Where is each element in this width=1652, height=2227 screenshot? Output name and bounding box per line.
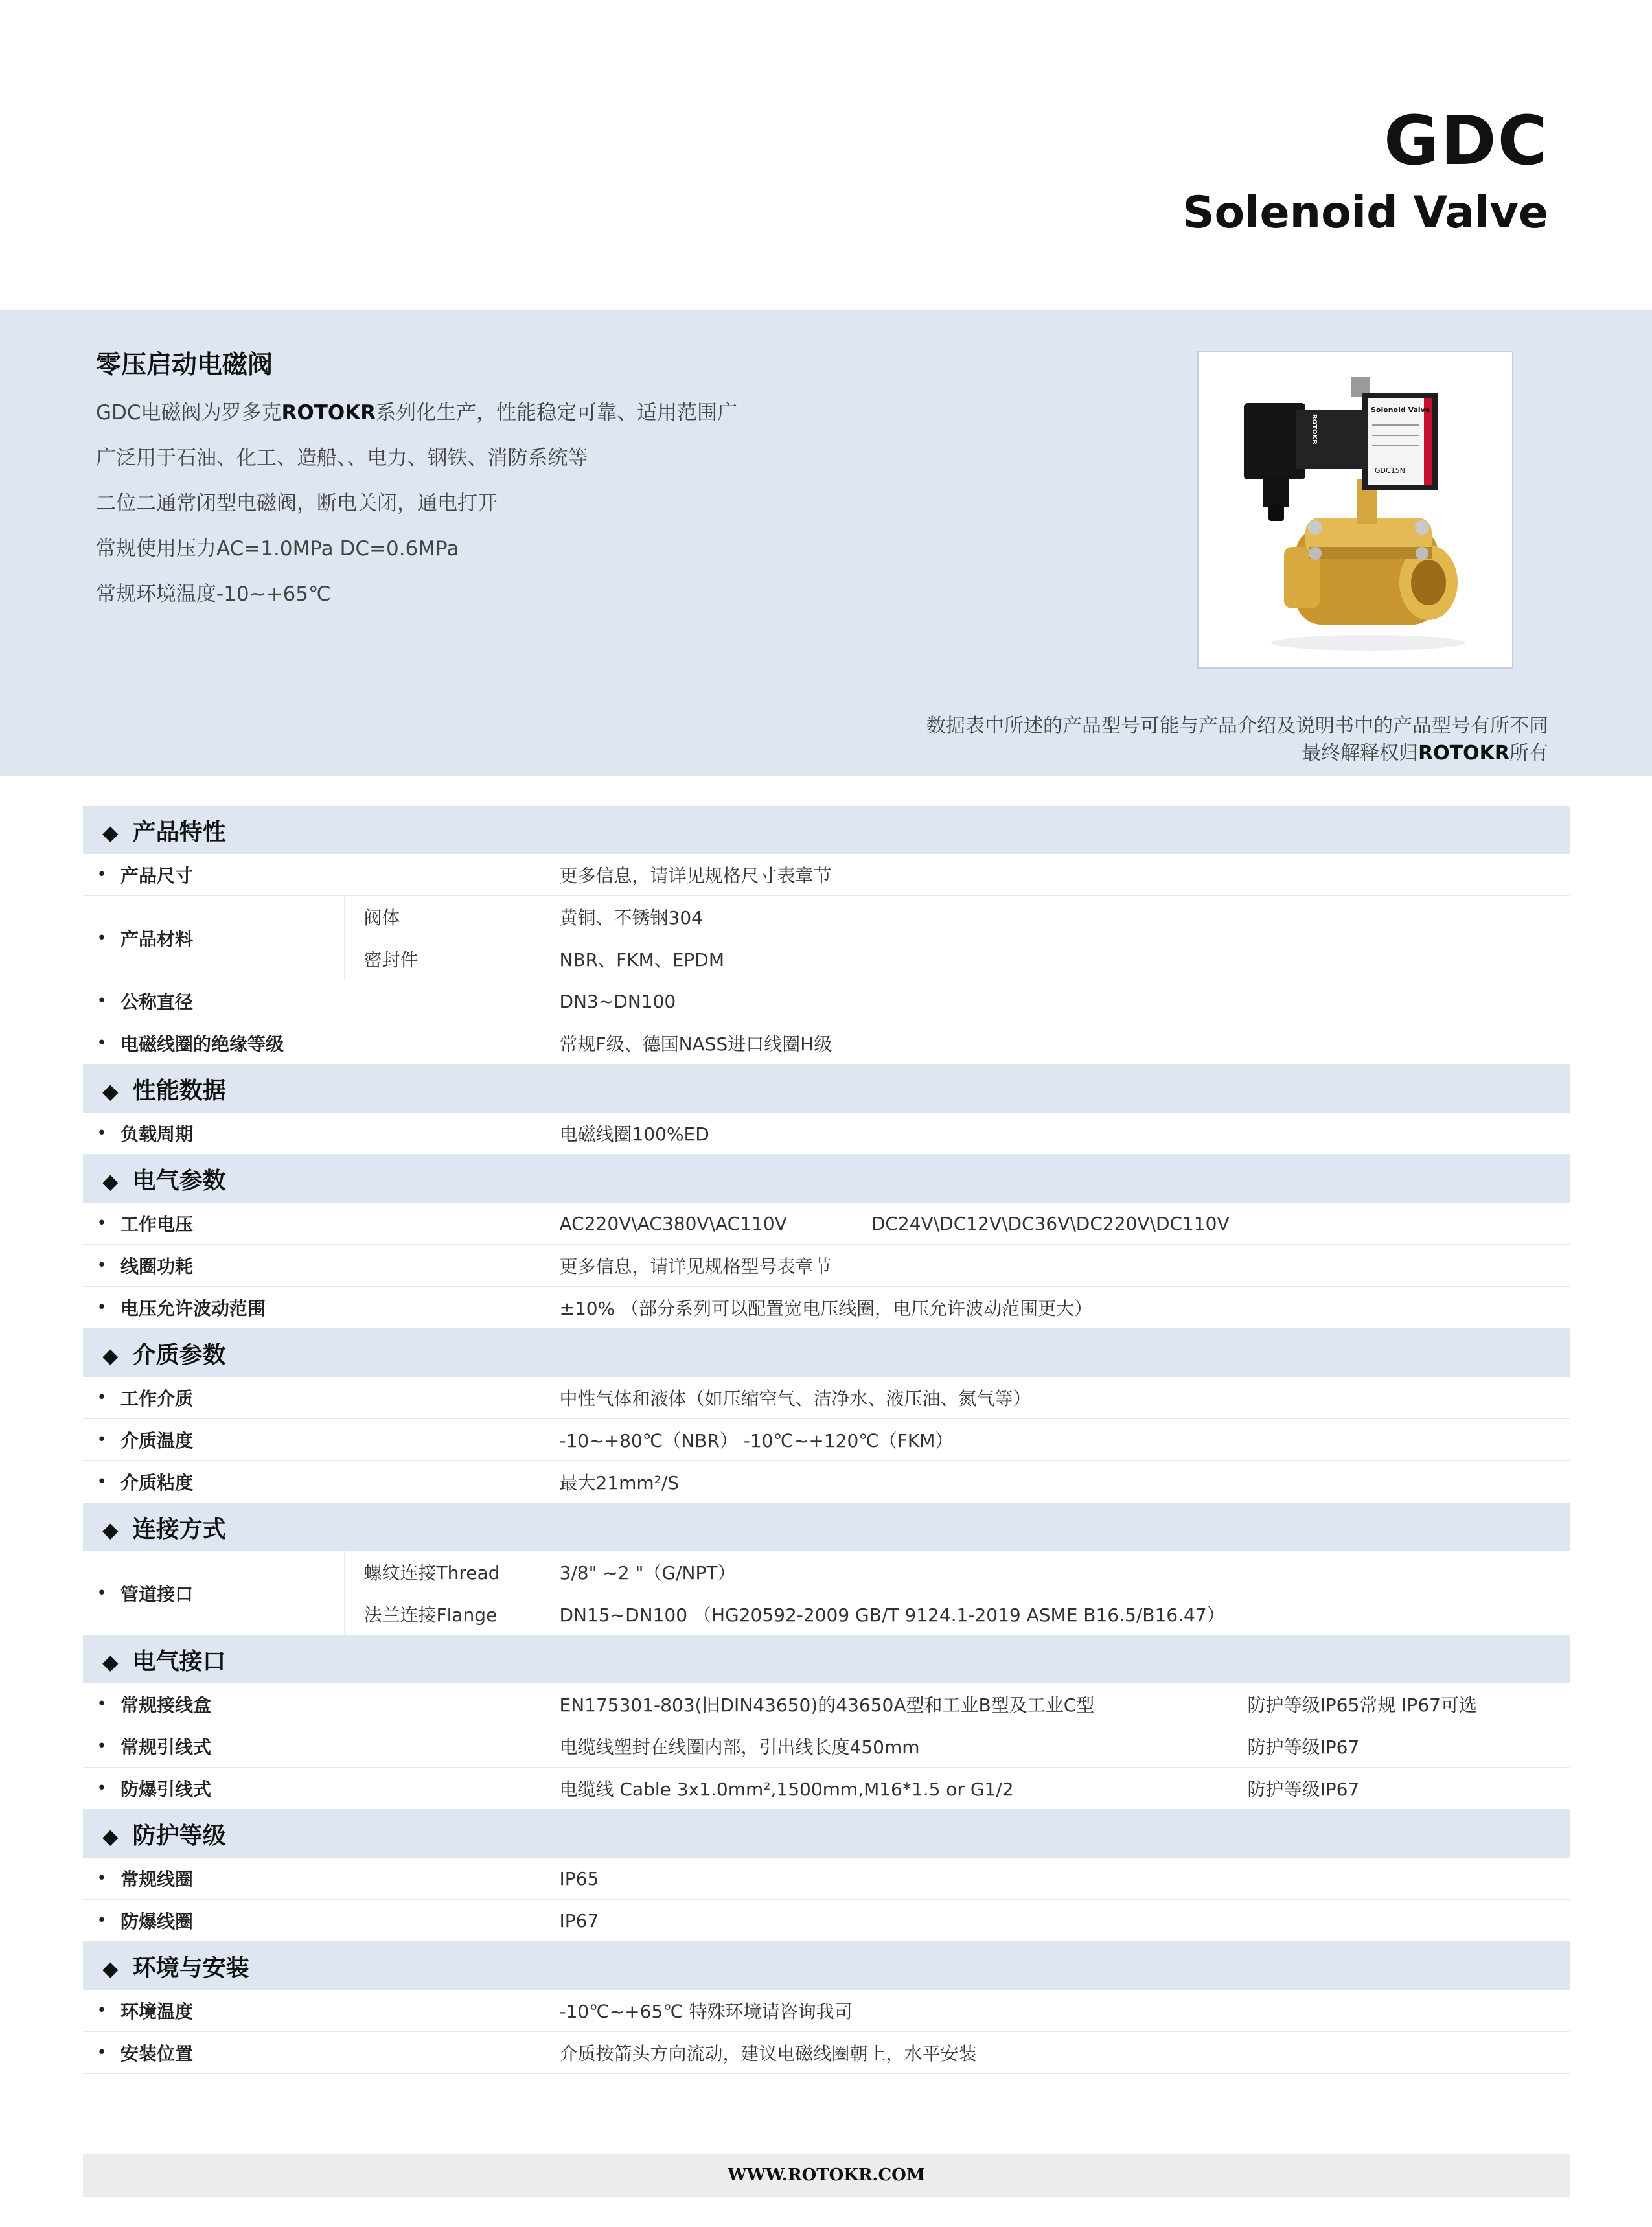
- table-row: [83, 1461, 1570, 1503]
- section-title: 防护等级: [132, 1822, 226, 1849]
- footer-website[interactable]: WWW.ROTOKR.COM: [83, 2154, 1570, 2197]
- section-title-cell: [83, 1329, 1570, 1378]
- spec-label: 常规接线盒: [120, 1683, 540, 1725]
- section-title-cell: [83, 806, 1570, 854]
- spec-value: IP65: [540, 1858, 1570, 1900]
- table-row: [83, 1900, 1570, 1942]
- product-name-title: Solenoid Valve: [1182, 187, 1548, 238]
- intro-line: [96, 397, 737, 442]
- table-row: [83, 1245, 1570, 1287]
- intro-heading: 零压启动电磁阀: [96, 351, 273, 380]
- spec-label: 介质温度: [120, 1419, 540, 1461]
- section-title: 电气接口: [132, 1648, 226, 1675]
- section-header: [83, 1942, 1570, 1990]
- spec-sublabel: 密封件: [344, 938, 540, 980]
- section-title: 环境与安装: [132, 1954, 249, 1981]
- disclaimer-line: 数据表中所述的产品型号可能与产品介绍及说明书中的产品型号有所不同: [926, 715, 1548, 737]
- section-title: 性能数据: [132, 1077, 226, 1104]
- table-row: [83, 2032, 1570, 2074]
- spec-value: 黄铜、不锈钢304: [540, 896, 1570, 938]
- table-row: [83, 1113, 1570, 1155]
- table-row: [83, 1858, 1570, 1900]
- bullet-icon: •: [83, 1858, 120, 1900]
- valve-label-text: Solenoid Valve: [1371, 406, 1430, 414]
- diamond-icon: ◆: [102, 1956, 119, 1981]
- valve-model-tag: GDC15N: [1375, 467, 1405, 475]
- spec-value: 常规F级、德国NASS进口线圈H级: [540, 1022, 1570, 1065]
- intro-lines: [96, 397, 737, 623]
- spec-value: 电缆线 Cable 3x1.0mm²,1500mm,M16*1.5 or G1/2: [540, 1768, 1228, 1810]
- bullet-icon: •: [83, 1683, 120, 1725]
- solenoid-valve-image: [1199, 352, 1512, 667]
- spec-sublabel: 螺纹连接Thread: [344, 1551, 540, 1593]
- voltage-ac: AC220V\AC380V\AC110V: [559, 1212, 787, 1234]
- diamond-icon: ◆: [102, 820, 119, 845]
- diamond-icon: ◆: [102, 1649, 119, 1674]
- spec-table: [83, 806, 1570, 2074]
- spec-label: 环境温度: [120, 1990, 540, 2032]
- intro-text: GDC电磁阀为罗多克: [96, 401, 282, 424]
- spec-value: DN3~DN100: [540, 980, 1570, 1022]
- table-row: [83, 1377, 1570, 1419]
- spec-value: 更多信息，请详见规格尺寸表章节: [540, 854, 1570, 896]
- protection-value: 防护等级IP67: [1228, 1725, 1570, 1768]
- spec-value: -10~+80℃（NBR） -10℃~+120℃（FKM）: [540, 1419, 1570, 1461]
- spec-value: 中性气体和液体（如压缩空气、洁净水、液压油、氮气等）: [540, 1377, 1570, 1419]
- section-title: 产品特性: [132, 818, 226, 846]
- table-row: [83, 1551, 1570, 1593]
- bullet-icon: •: [83, 2032, 120, 2074]
- section-title-cell: [83, 1635, 1570, 1684]
- section-title-cell: [83, 1155, 1570, 1203]
- spec-value: DN15~DN100 （HG20592-2009 GB/T 9124.1-2019 ASME B16.5/B16.47）: [540, 1593, 1570, 1635]
- table-row: [83, 1725, 1570, 1768]
- intro-line: 广泛用于石油、化工、造船、、电力、钢铁、消防系统等: [96, 446, 588, 470]
- bullet-icon: •: [83, 1900, 120, 1942]
- intro-line: 常规环境温度-10~+65℃: [96, 583, 331, 606]
- spec-value: IP67: [540, 1900, 1570, 1942]
- spec-value: ±10% （部分系列可以配置宽电压线圈，电压允许波动范围更大）: [540, 1287, 1570, 1329]
- bullet-icon: •: [83, 1245, 120, 1287]
- spec-label: 工作介质: [120, 1377, 540, 1419]
- intro-text: 系列化生产，性能稳定可靠、适用范围广: [376, 401, 738, 424]
- table-row: [83, 1768, 1570, 1810]
- brand-name: ROTOKR: [1418, 742, 1509, 765]
- spec-label: 线圈功耗: [120, 1245, 540, 1287]
- bullet-icon: •: [83, 1287, 120, 1329]
- spec-sublabel: 法兰连接Flange: [344, 1593, 540, 1635]
- diamond-icon: ◆: [102, 1517, 119, 1542]
- bullet-icon: •: [83, 1768, 120, 1810]
- bullet-icon: •: [83, 980, 120, 1022]
- table-row: [83, 1419, 1570, 1461]
- section-header: [83, 1503, 1570, 1552]
- spec-label: 安装位置: [120, 2032, 540, 2074]
- spec-value: -10℃~+65℃ 特殊环境请咨询我司: [540, 1990, 1570, 2032]
- section-title-cell: [83, 1810, 1570, 1858]
- spec-value: 介质按箭头方向流动，建议电磁线圈朝上，水平安装: [540, 2032, 1570, 2074]
- diamond-icon: ◆: [102, 1343, 119, 1368]
- spec-label: 负载周期: [120, 1113, 540, 1155]
- table-row: [83, 1203, 1570, 1245]
- product-photo-frame: [1197, 351, 1513, 669]
- bullet-icon: •: [83, 1113, 120, 1155]
- spec-label: 工作电压: [120, 1203, 540, 1245]
- spec-value: 电缆线塑封在线圈内部，引出线长度450mm: [540, 1725, 1228, 1768]
- section-header: [83, 1065, 1570, 1113]
- table-row: [83, 854, 1570, 896]
- section-header: [83, 1810, 1570, 1858]
- intro-line: 二位二通常闭型电磁阀，断电关闭，通电打开: [96, 492, 498, 515]
- bullet-icon: •: [83, 1377, 120, 1419]
- section-title: 连接方式: [132, 1516, 226, 1543]
- spec-value: 最大21mm²/S: [540, 1461, 1570, 1503]
- spec-label: 常规线圈: [120, 1858, 540, 1900]
- voltage-dc: DC24V\DC12V\DC36V\DC220V\DC110V: [871, 1212, 1230, 1234]
- spec-value: 更多信息，请详见规格型号表章节: [540, 1245, 1570, 1287]
- brand-name: ROTOKR: [281, 401, 376, 424]
- spec-value: [540, 1203, 1570, 1245]
- spec-label: 公称直径: [120, 980, 540, 1022]
- section-title-cell: [83, 1065, 1570, 1113]
- spec-label: 防爆线圈: [120, 1900, 540, 1942]
- protection-value: 防护等级IP67: [1228, 1768, 1570, 1810]
- intro-line: 常规使用压力AC=1.0MPa DC=0.6MPa: [96, 537, 459, 560]
- spec-label: 产品材料: [120, 896, 344, 980]
- table-row: [83, 1287, 1570, 1329]
- bullet-icon: •: [83, 854, 120, 896]
- table-row: [83, 980, 1570, 1022]
- section-header: [83, 806, 1570, 854]
- bullet-icon: •: [83, 1990, 120, 2032]
- diamond-icon: ◆: [102, 1823, 119, 1849]
- bullet-icon: •: [83, 1419, 120, 1461]
- spec-value: NBR、FKM、EPDM: [540, 938, 1570, 980]
- section-title-cell: [83, 1942, 1570, 1990]
- bullet-icon: •: [83, 1203, 120, 1245]
- spec-label: 电磁线圈的绝缘等级: [120, 1022, 540, 1065]
- bullet-icon: •: [83, 896, 120, 980]
- section-title: 介质参数: [132, 1341, 226, 1368]
- disclaimer-line: [926, 740, 1548, 767]
- disclaimer-text: 所有: [1509, 742, 1548, 765]
- disclaimer-text: 最终解释权归: [1302, 742, 1419, 765]
- table-row: [83, 1022, 1570, 1065]
- section-title: 电气参数: [132, 1167, 226, 1194]
- spec-label: 防爆引线式: [120, 1768, 540, 1810]
- spec-value: 3/8" ~2 "（G/NPT）: [540, 1551, 1570, 1593]
- valve-side-brand: ROTOKR: [1311, 414, 1318, 444]
- spec-label: 管道接口: [120, 1551, 344, 1635]
- spec-value: EN175301-803(旧DIN43650)的43650A型和工业B型及工业C型: [540, 1683, 1228, 1725]
- table-row: [83, 1683, 1570, 1725]
- spec-label: 产品尺寸: [120, 854, 540, 896]
- spec-value: 电磁线圈100%ED: [540, 1113, 1570, 1155]
- table-row: [83, 896, 1570, 938]
- diamond-icon: ◆: [102, 1078, 119, 1103]
- section-header: [83, 1635, 1570, 1684]
- spec-sublabel: 阀体: [344, 896, 540, 938]
- section-header: [83, 1155, 1570, 1203]
- spec-label: 常规引线式: [120, 1725, 540, 1768]
- disclaimer: [926, 713, 1548, 767]
- table-row: [83, 1990, 1570, 2032]
- protection-value: 防护等级IP65常规 IP67可选: [1228, 1683, 1570, 1725]
- product-model-title: GDC: [1383, 101, 1548, 180]
- bullet-icon: •: [83, 1022, 120, 1065]
- diamond-icon: ◆: [102, 1168, 119, 1194]
- spec-label: 电压允许波动范围: [120, 1287, 540, 1329]
- spec-label: 介质粘度: [120, 1461, 540, 1503]
- section-header: [83, 1329, 1570, 1378]
- section-title-cell: [83, 1503, 1570, 1552]
- bullet-icon: •: [83, 1461, 120, 1503]
- bullet-icon: •: [83, 1551, 120, 1635]
- bullet-icon: •: [83, 1725, 120, 1768]
